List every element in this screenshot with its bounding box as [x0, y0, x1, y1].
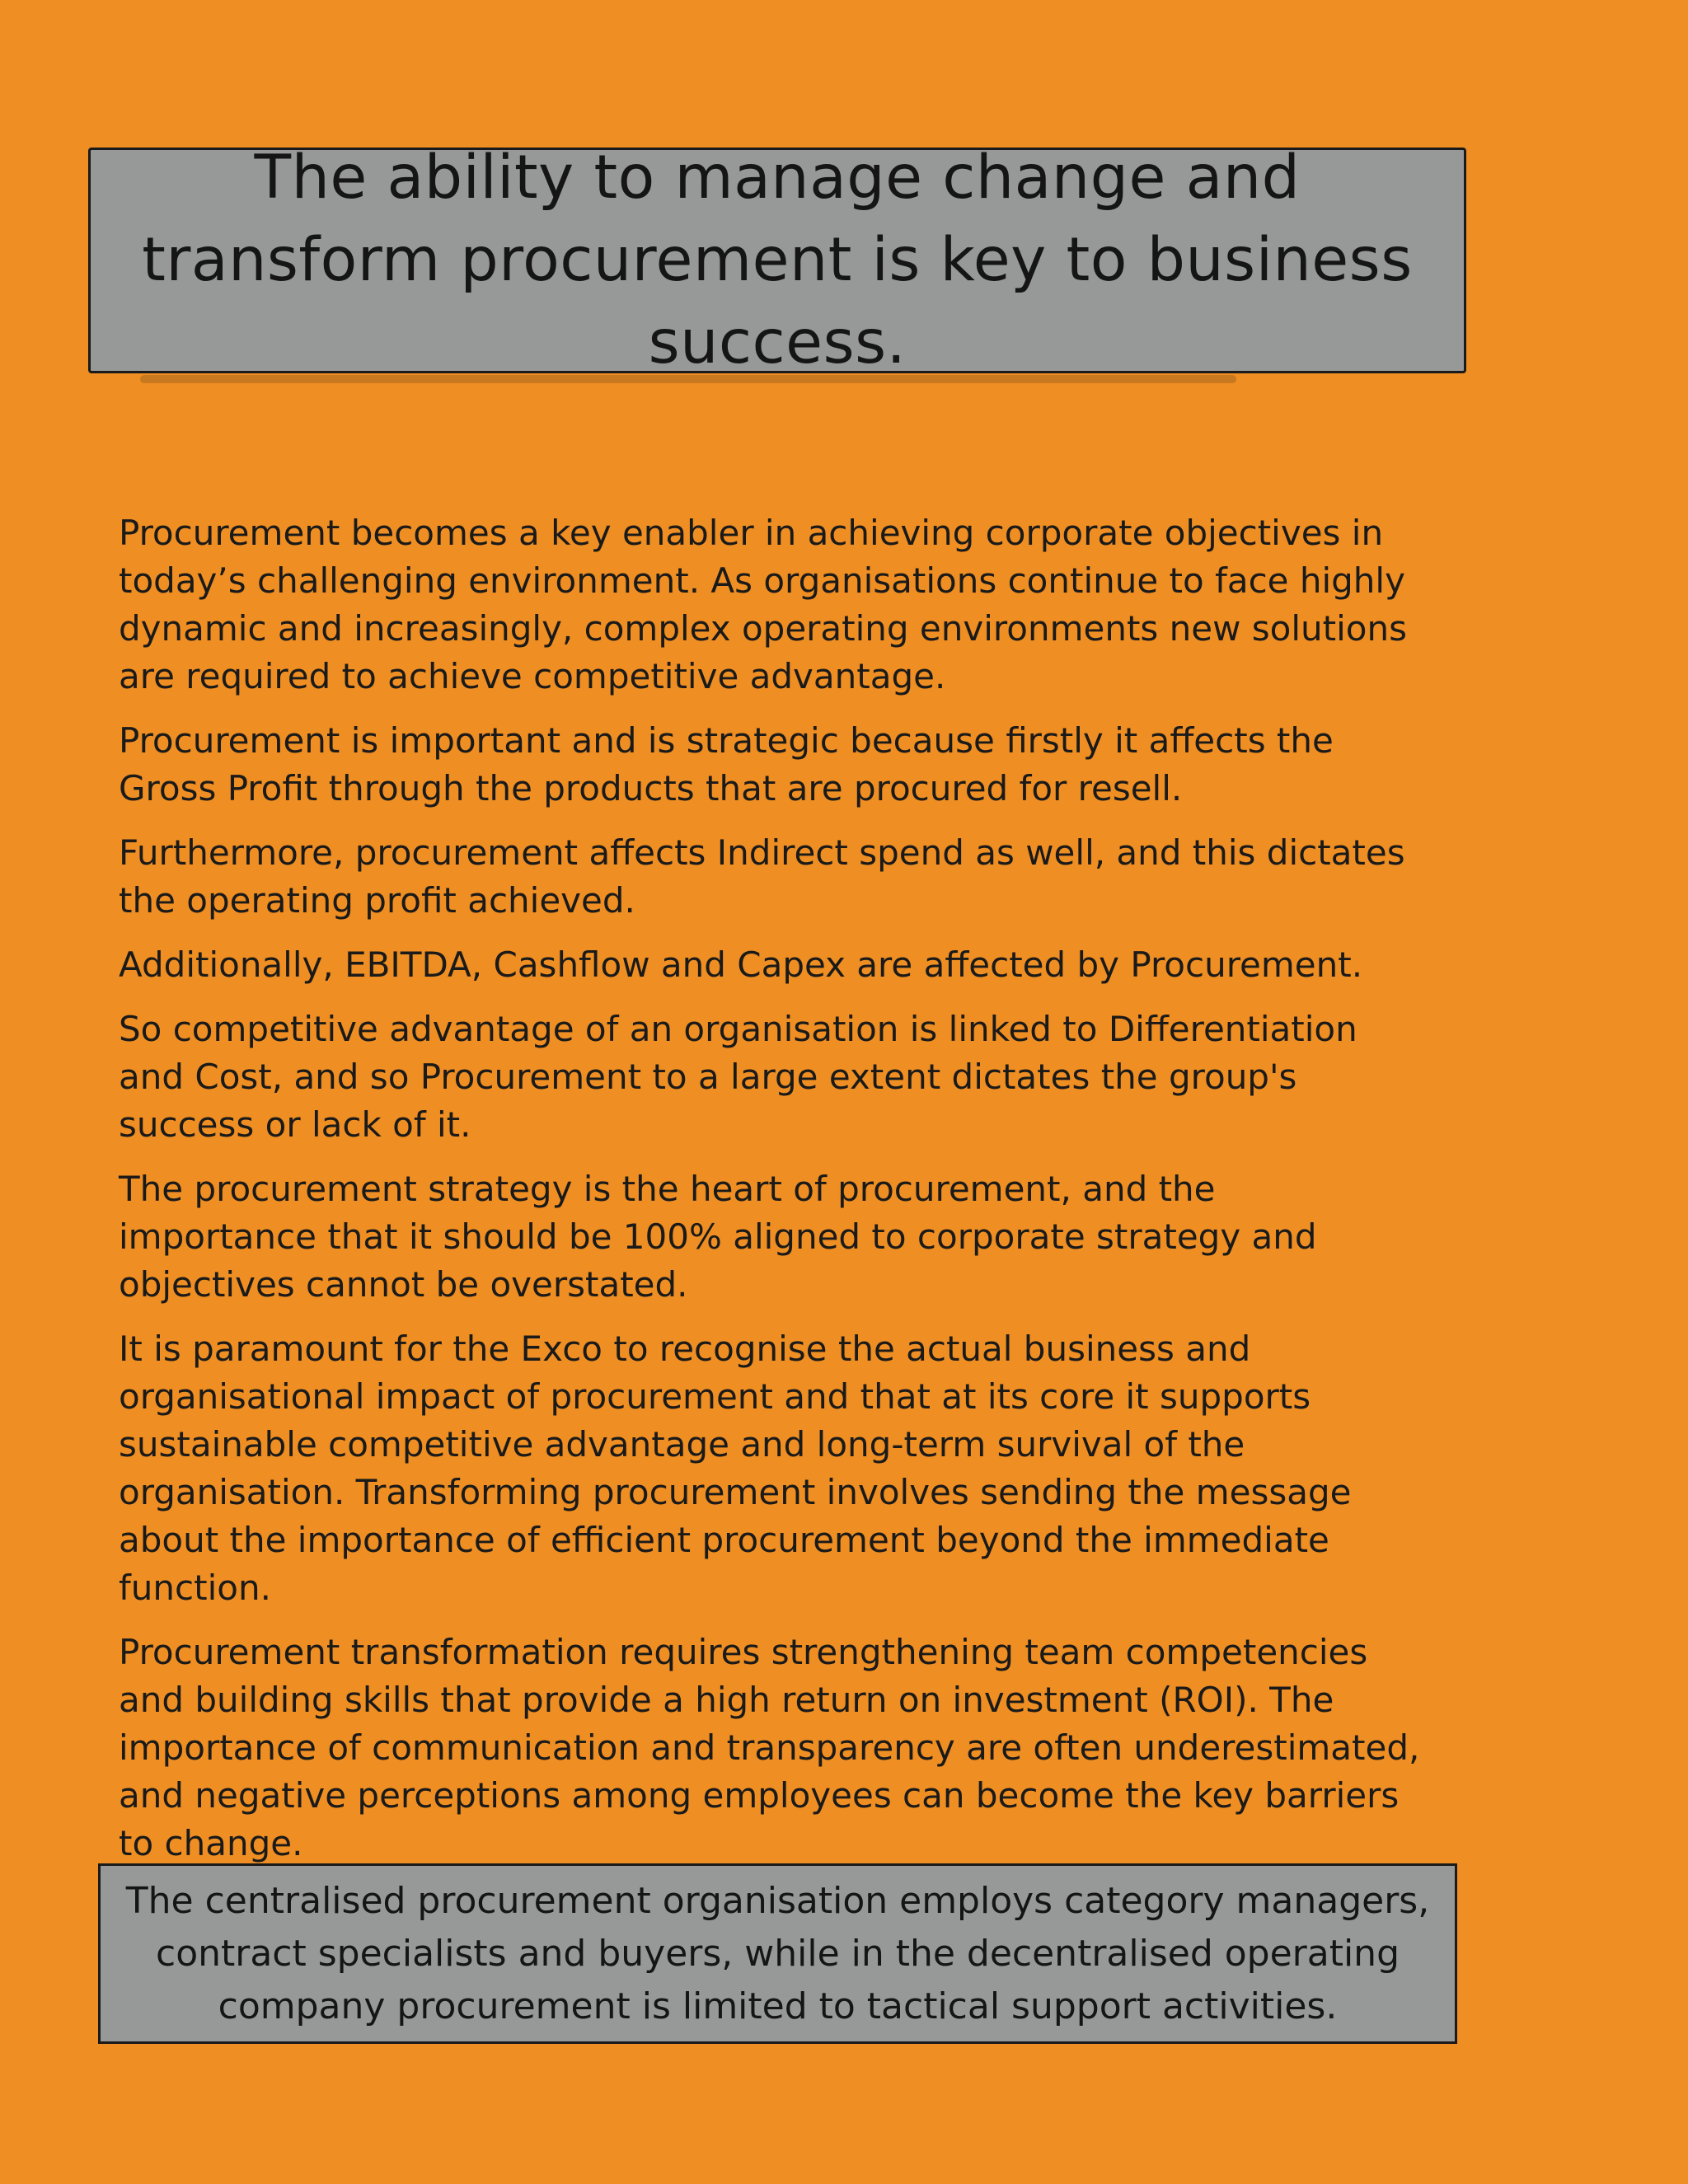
paragraph-7: It is paramount for the Exco to recognise the actual business and organisational impact of procurement and that at its core it supports sustainable competitive advantage and long-term survival of the organisation. Transforming procurement involves sending the message about the importance of efficient procurement beyond the immediate function. [119, 1329, 1352, 1608]
paragraph-4: Additionally, EBITDA, Cashflow and Capex are affected by Procurement. [119, 944, 1363, 985]
paragraph-2: Procurement is important and is strategic because firstly it affects the Gross Profit through the products that are procured for resell. [119, 720, 1334, 808]
paragraph-6: The procurement strategy is the heart of procurement, and the importance that it should be 100% aligned to corporate strategy and objectives cannot be overstated. [119, 1169, 1317, 1305]
article-body [119, 509, 1421, 1884]
page-title: The ability to manage change and transform procurement is key to business success. [142, 143, 1413, 377]
footer-callout-box [98, 1863, 1457, 2044]
header-title-box [88, 143, 1466, 377]
paragraph-1: Procurement becomes a key enabler in achieving corporate objectives in today’s challenging environment. As organisations continue to face highly dynamic and increasingly, complex operating environments new solutions are required to achieve competitive advantage. [119, 513, 1408, 696]
paragraph-8: Procurement transformation requires strengthening team competencies and building skills that provide a high return on investment (ROI). The importance of communication and transparency are often underestimated, and negative perceptions among employees can become the key barriers to change. [119, 1632, 1420, 1863]
paragraph-5: So competitive advantage of an organisation is linked to Differentiation and Cost, and so Procurement to a large extent dictates the group's success or lack of it. [119, 1009, 1357, 1145]
faded-text-remnant [140, 375, 1236, 383]
paragraph-3: Furthermore, procurement affects Indirect spend as well, and this dictates the operating profit achieved. [119, 832, 1405, 921]
footer-callout-text: The centralised procurement organisation employs category managers, contract specialists and buyers, while in the decentralised operating company procurement is limited to tactical support activities. [125, 1879, 1430, 2027]
